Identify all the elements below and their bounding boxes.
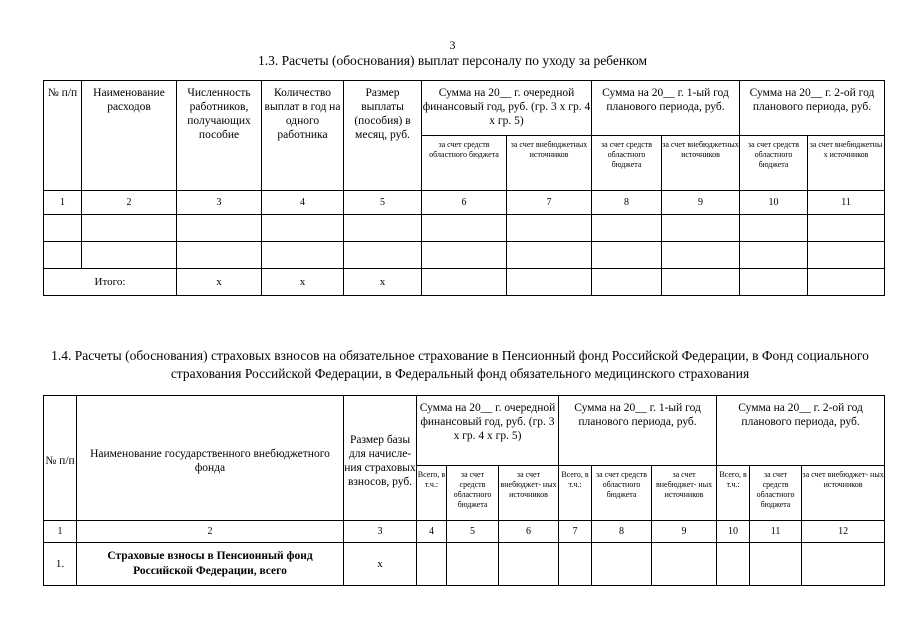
column-number: 8: [592, 191, 662, 215]
header-row-number: № п/п: [44, 81, 82, 191]
table-cell[interactable]: [422, 242, 507, 269]
table-cell[interactable]: [262, 215, 344, 242]
column-number: 11: [750, 521, 802, 543]
table-cell[interactable]: [592, 242, 662, 269]
column-number: 9: [662, 191, 740, 215]
section-1-title: 1.3. Расчеты (обоснования) выплат персоналу по уходу за ребенком: [257, 53, 648, 68]
subheader-extrabudget: за счет внебюджетных источников: [662, 136, 740, 191]
table-cell[interactable]: [808, 215, 885, 242]
column-number: 4: [417, 521, 447, 543]
column-number: 5: [344, 191, 422, 215]
table-cell[interactable]: [740, 269, 808, 296]
table-cell[interactable]: [662, 242, 740, 269]
header-current-year-sum: Сумма на 20__ г. очередной финансовый год, руб. (гр. 3 х гр. 4 х гр. 5): [417, 396, 559, 466]
table-cell[interactable]: [507, 269, 592, 296]
base-cell-x: x: [344, 543, 417, 586]
table-cell[interactable]: [592, 543, 652, 586]
column-number: 8: [592, 521, 652, 543]
table-cell[interactable]: [447, 543, 499, 586]
column-number: 1: [44, 521, 77, 543]
subheader-regional-budget: за счет средств областного бюджета: [740, 136, 808, 191]
column-number: 11: [808, 191, 885, 215]
table-cell[interactable]: [417, 543, 447, 586]
column-number: 3: [177, 191, 262, 215]
table-cell[interactable]: [559, 543, 592, 586]
total-cell-x: x: [177, 269, 262, 296]
header-plan-year-1-sum: Сумма на 20__ г. 1-ый год планового периода, руб.: [592, 81, 740, 136]
subheader-total: Всего, в т.ч.:: [559, 466, 592, 521]
table-cell[interactable]: [808, 269, 885, 296]
childcare-payments-table: [43, 80, 885, 296]
total-cell-x: x: [262, 269, 344, 296]
total-cell-x: x: [344, 269, 422, 296]
column-number-row: [44, 191, 885, 215]
column-number: 7: [559, 521, 592, 543]
header-plan-year-1-sum: Сумма на 20__ г. 1-ый год планового периода, руб.: [559, 396, 717, 466]
table-cell[interactable]: [499, 543, 559, 586]
table-cell[interactable]: [344, 215, 422, 242]
table-cell[interactable]: [344, 242, 422, 269]
column-number-row: [44, 521, 885, 543]
header-contribution-base: Размер базы для начисле- ния страховых взносов, руб.: [344, 396, 417, 521]
header-payments-per-year: Количество выплат в год на одного работника: [262, 81, 344, 191]
column-number: 4: [262, 191, 344, 215]
header-fund-name: Наименование государственного внебюджетного фонда: [77, 396, 344, 521]
total-row: [44, 269, 885, 296]
subheader-regional-budget: за счет средств областного бюджета: [750, 466, 802, 521]
subheader-regional-budget: за счет средств областного бюджета: [447, 466, 499, 521]
table-cell[interactable]: [592, 215, 662, 242]
table-cell[interactable]: [262, 242, 344, 269]
column-number: 10: [717, 521, 750, 543]
table-row: [44, 242, 885, 269]
column-number: 5: [447, 521, 499, 543]
subheader-extrabudget: за счет внебюджетны х источников: [808, 136, 885, 191]
column-number: 6: [422, 191, 507, 215]
table-cell[interactable]: [740, 242, 808, 269]
column-number: 9: [652, 521, 717, 543]
table-cell[interactable]: [592, 269, 662, 296]
subheader-extrabudget: за счет внебюджет- ных источников: [802, 466, 885, 521]
subheader-total: Всего, в т.ч.:: [717, 466, 750, 521]
total-label: Итого:: [44, 269, 177, 296]
table-cell[interactable]: [422, 269, 507, 296]
header-current-year-sum: Сумма на 20__ г. очередной финансовый год, руб. (гр. 3 х гр. 4 х гр. 5): [422, 81, 592, 136]
table-cell[interactable]: [507, 242, 592, 269]
subheader-total: Всего, в т.ч.:: [417, 466, 447, 521]
table-cell[interactable]: [422, 215, 507, 242]
subheader-regional-budget: за счет средств областного бюджета: [592, 466, 652, 521]
table-cell[interactable]: [507, 215, 592, 242]
table-cell[interactable]: [652, 543, 717, 586]
subheader-extrabudget: за счет внебюджет- ных источников: [499, 466, 559, 521]
section-2-title: 1.4. Расчеты (обоснования) страховых взносов на обязательное страхование в Пенсионный фонд Российской Федерации, в Фонд социального страхования Российской Федерации, в Федеральный фонд обязательного медицинского страхования: [51, 348, 869, 381]
header-plan-year-2-sum: Сумма на 20__ г. 2-ой год планового периода, руб.: [740, 81, 885, 136]
table-cell[interactable]: [82, 242, 177, 269]
subheader-regional-budget: за счет средств областного бюджета: [422, 136, 507, 191]
column-number: 2: [77, 521, 344, 543]
column-number: 1: [44, 191, 82, 215]
table-row: [44, 215, 885, 242]
header-plan-year-2-sum: Сумма на 20__ г. 2-ой год планового периода, руб.: [717, 396, 885, 466]
header-expense-name: Наименование расходов: [82, 81, 177, 191]
column-number: 7: [507, 191, 592, 215]
table-cell[interactable]: [717, 543, 750, 586]
header-row-number: № п/п: [44, 396, 77, 521]
column-number: 2: [82, 191, 177, 215]
page-number: 3: [449, 38, 456, 52]
table-cell[interactable]: [808, 242, 885, 269]
column-number: 10: [740, 191, 808, 215]
table-cell[interactable]: [44, 215, 82, 242]
table-row: [44, 543, 885, 586]
subheader-extrabudget: за счет внебюджет- ных источников: [652, 466, 717, 521]
table-cell[interactable]: [802, 543, 885, 586]
column-number: 12: [802, 521, 885, 543]
table-cell[interactable]: [44, 242, 82, 269]
header-payment-amount: Размер выплаты (пособия) в месяц, руб.: [344, 81, 422, 191]
table-cell[interactable]: [750, 543, 802, 586]
insurance-contributions-table: [43, 395, 885, 586]
table-cell[interactable]: [82, 215, 177, 242]
row-number: 1.: [44, 543, 77, 586]
table-cell[interactable]: [177, 215, 262, 242]
table-cell[interactable]: [662, 215, 740, 242]
table-cell[interactable]: [177, 242, 262, 269]
header-employee-count: Численность работников, получающих пособие: [177, 81, 262, 191]
table-cell[interactable]: [740, 215, 808, 242]
fund-name-pension: Страховые взносы в Пенсионный фонд Российской Федерации, всего: [77, 543, 344, 586]
column-number: 6: [499, 521, 559, 543]
subheader-regional-budget: за счет средств областного бюджета: [592, 136, 662, 191]
subheader-extrabudget: за счет внебюджетных источников: [507, 136, 592, 191]
column-number: 3: [344, 521, 417, 543]
table-cell[interactable]: [662, 269, 740, 296]
